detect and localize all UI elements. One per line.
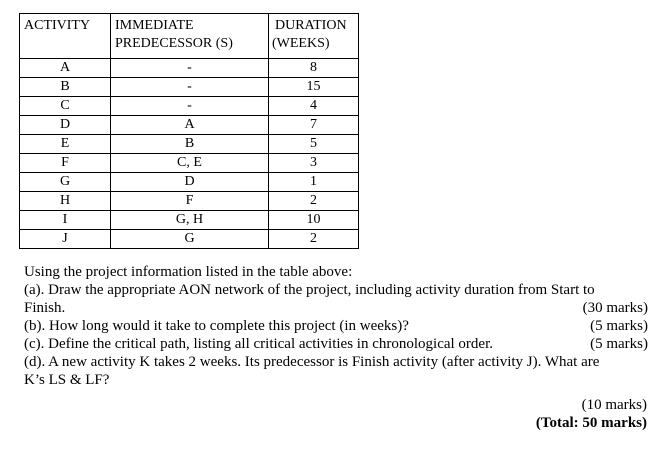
cell-predecessor: - [111, 59, 269, 78]
questions-intro: Using the project information listed in the table above: [24, 264, 353, 280]
question-c-text: (c). Define the critical path, listing all critical activities in chronological order. [24, 336, 493, 352]
table-header-row [20, 14, 359, 59]
cell-activity: H [20, 192, 111, 211]
question-c-row [24, 335, 648, 353]
cell-activity: C [20, 97, 111, 116]
table-row [20, 116, 359, 135]
table-row [20, 97, 359, 116]
cell-duration: 15 [269, 78, 359, 97]
question-a-marks: (30 marks) [582, 300, 648, 316]
activity-table [19, 13, 359, 249]
header-predecessor: IMMEDIATE PREDECESSOR (S) [111, 14, 269, 59]
total-marks: (Total: 50 marks) [535, 415, 647, 431]
table-row [20, 78, 359, 97]
cell-duration: 10 [269, 211, 359, 230]
cell-activity: J [20, 230, 111, 249]
questions-block [24, 263, 648, 389]
question-b-row [24, 317, 648, 335]
table-row [20, 173, 359, 192]
table-row [20, 135, 359, 154]
question-a-line2: Finish. [24, 300, 66, 316]
question-d-line2: K’s LS & LF? [24, 372, 110, 388]
cell-predecessor: - [111, 78, 269, 97]
table-row [20, 154, 359, 173]
cell-predecessor: A [111, 116, 269, 135]
table-row [20, 230, 359, 249]
cell-duration: 2 [269, 192, 359, 211]
question-b-text: (b). How long would it take to complete this project (in weeks)? [24, 318, 409, 334]
question-b-marks: (5 marks) [590, 318, 648, 334]
table-row [20, 211, 359, 230]
cell-duration: 7 [269, 116, 359, 135]
cell-activity: I [20, 211, 111, 230]
table-row [20, 192, 359, 211]
cell-predecessor: B [111, 135, 269, 154]
final-marks-block [536, 396, 647, 432]
cell-predecessor: C, E [111, 154, 269, 173]
question-d-line1: (d). A new activity K takes 2 weeks. Its predecessor is Finish activity (after activity J). What are [24, 354, 600, 370]
question-c-marks: (5 marks) [590, 336, 648, 352]
question-a-line1: (a). Draw the appropriate AON network of the project, including activity duration from Start to [24, 282, 595, 298]
header-activity: ACTIVITY [20, 14, 111, 59]
header-duration: DURATION (WEEKS) [269, 14, 359, 59]
cell-activity: B [20, 78, 111, 97]
cell-predecessor: G, H [111, 211, 269, 230]
cell-predecessor: D [111, 173, 269, 192]
cell-duration: 8 [269, 59, 359, 78]
cell-predecessor: F [111, 192, 269, 211]
cell-predecessor: - [111, 97, 269, 116]
cell-activity: E [20, 135, 111, 154]
table-row [20, 59, 359, 78]
cell-duration: 4 [269, 97, 359, 116]
cell-duration: 5 [269, 135, 359, 154]
cell-activity: F [20, 154, 111, 173]
cell-activity: G [20, 173, 111, 192]
question-d-marks: (10 marks) [581, 397, 647, 413]
cell-duration: 3 [269, 154, 359, 173]
cell-duration: 2 [269, 230, 359, 249]
question-a-line2-row [24, 299, 648, 317]
cell-duration: 1 [269, 173, 359, 192]
cell-activity: D [20, 116, 111, 135]
cell-predecessor: G [111, 230, 269, 249]
cell-activity: A [20, 59, 111, 78]
